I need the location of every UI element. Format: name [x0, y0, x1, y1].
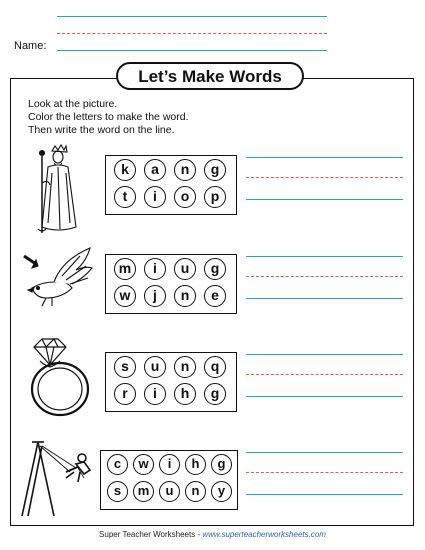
- name-label: Name:: [14, 40, 47, 52]
- name-guide-mid: [57, 33, 327, 34]
- letter-circle[interactable]: o: [174, 186, 196, 208]
- letter-circle[interactable]: c: [107, 454, 128, 475]
- letter-circle[interactable]: h: [185, 454, 206, 475]
- letter-circle[interactable]: j: [144, 285, 166, 307]
- letter-circle[interactable]: i: [144, 258, 166, 280]
- answer-guide-top: [246, 157, 403, 158]
- footer-link[interactable]: www.superteacherworksheets.com: [202, 530, 326, 539]
- letter-circle[interactable]: n: [174, 356, 196, 378]
- letter-circle[interactable]: r: [114, 383, 136, 405]
- ring-icon: [24, 335, 96, 419]
- letter-circle[interactable]: u: [159, 481, 180, 502]
- letter-circle[interactable]: g: [211, 454, 232, 475]
- instruction-line-2: Color the letters to make the word.: [28, 111, 189, 123]
- letter-circle[interactable]: g: [204, 159, 226, 181]
- letter-circle[interactable]: n: [174, 285, 196, 307]
- answer-guide-top: [246, 452, 403, 453]
- letter-circle[interactable]: t: [114, 186, 136, 208]
- answer-line[interactable]: [246, 396, 403, 397]
- bird-wing-icon: [18, 242, 98, 310]
- letter-circle[interactable]: s: [114, 356, 136, 378]
- letter-circle[interactable]: h: [174, 383, 196, 405]
- letter-circle[interactable]: i: [159, 454, 180, 475]
- footer: [0, 530, 425, 539]
- letter-circle[interactable]: m: [133, 481, 154, 502]
- letter-circle[interactable]: s: [107, 481, 128, 502]
- letter-circle[interactable]: m: [114, 258, 136, 280]
- answer-guide-top: [246, 256, 403, 257]
- letter-circle[interactable]: w: [114, 285, 136, 307]
- letter-circle[interactable]: e: [204, 285, 226, 307]
- footer-text: Super Teacher Worksheets -: [99, 530, 203, 539]
- instruction-line-3: Then write the word on the line.: [28, 124, 175, 136]
- answer-line[interactable]: [246, 494, 403, 495]
- worksheet-title: Let’s Make Words: [116, 62, 304, 90]
- name-guide-top: [57, 16, 327, 17]
- answer-line[interactable]: [246, 199, 403, 200]
- letter-circle[interactable]: n: [174, 159, 196, 181]
- letter-circle[interactable]: i: [144, 383, 166, 405]
- letter-circle[interactable]: y: [211, 481, 232, 502]
- answer-line[interactable]: [246, 298, 403, 299]
- king-icon: [30, 143, 90, 235]
- letter-circle[interactable]: p: [204, 186, 226, 208]
- answer-guide-top: [246, 354, 403, 355]
- name-guide-bottom[interactable]: [57, 50, 327, 51]
- letter-circle[interactable]: g: [204, 258, 226, 280]
- letter-circle[interactable]: i: [144, 186, 166, 208]
- letter-circle[interactable]: q: [204, 356, 226, 378]
- answer-guide-mid: [246, 177, 403, 178]
- letter-circle[interactable]: u: [174, 258, 196, 280]
- letter-circle[interactable]: u: [144, 356, 166, 378]
- letter-circle[interactable]: a: [144, 159, 166, 181]
- swing-icon: [14, 438, 98, 518]
- letter-circle[interactable]: g: [204, 383, 226, 405]
- instruction-line-1: Look at the picture.: [28, 98, 118, 110]
- letter-circle[interactable]: w: [133, 454, 154, 475]
- answer-guide-mid: [246, 374, 403, 375]
- answer-guide-mid: [246, 276, 403, 277]
- letter-circle[interactable]: k: [114, 159, 136, 181]
- answer-guide-mid: [246, 472, 403, 473]
- letter-circle[interactable]: n: [185, 481, 206, 502]
